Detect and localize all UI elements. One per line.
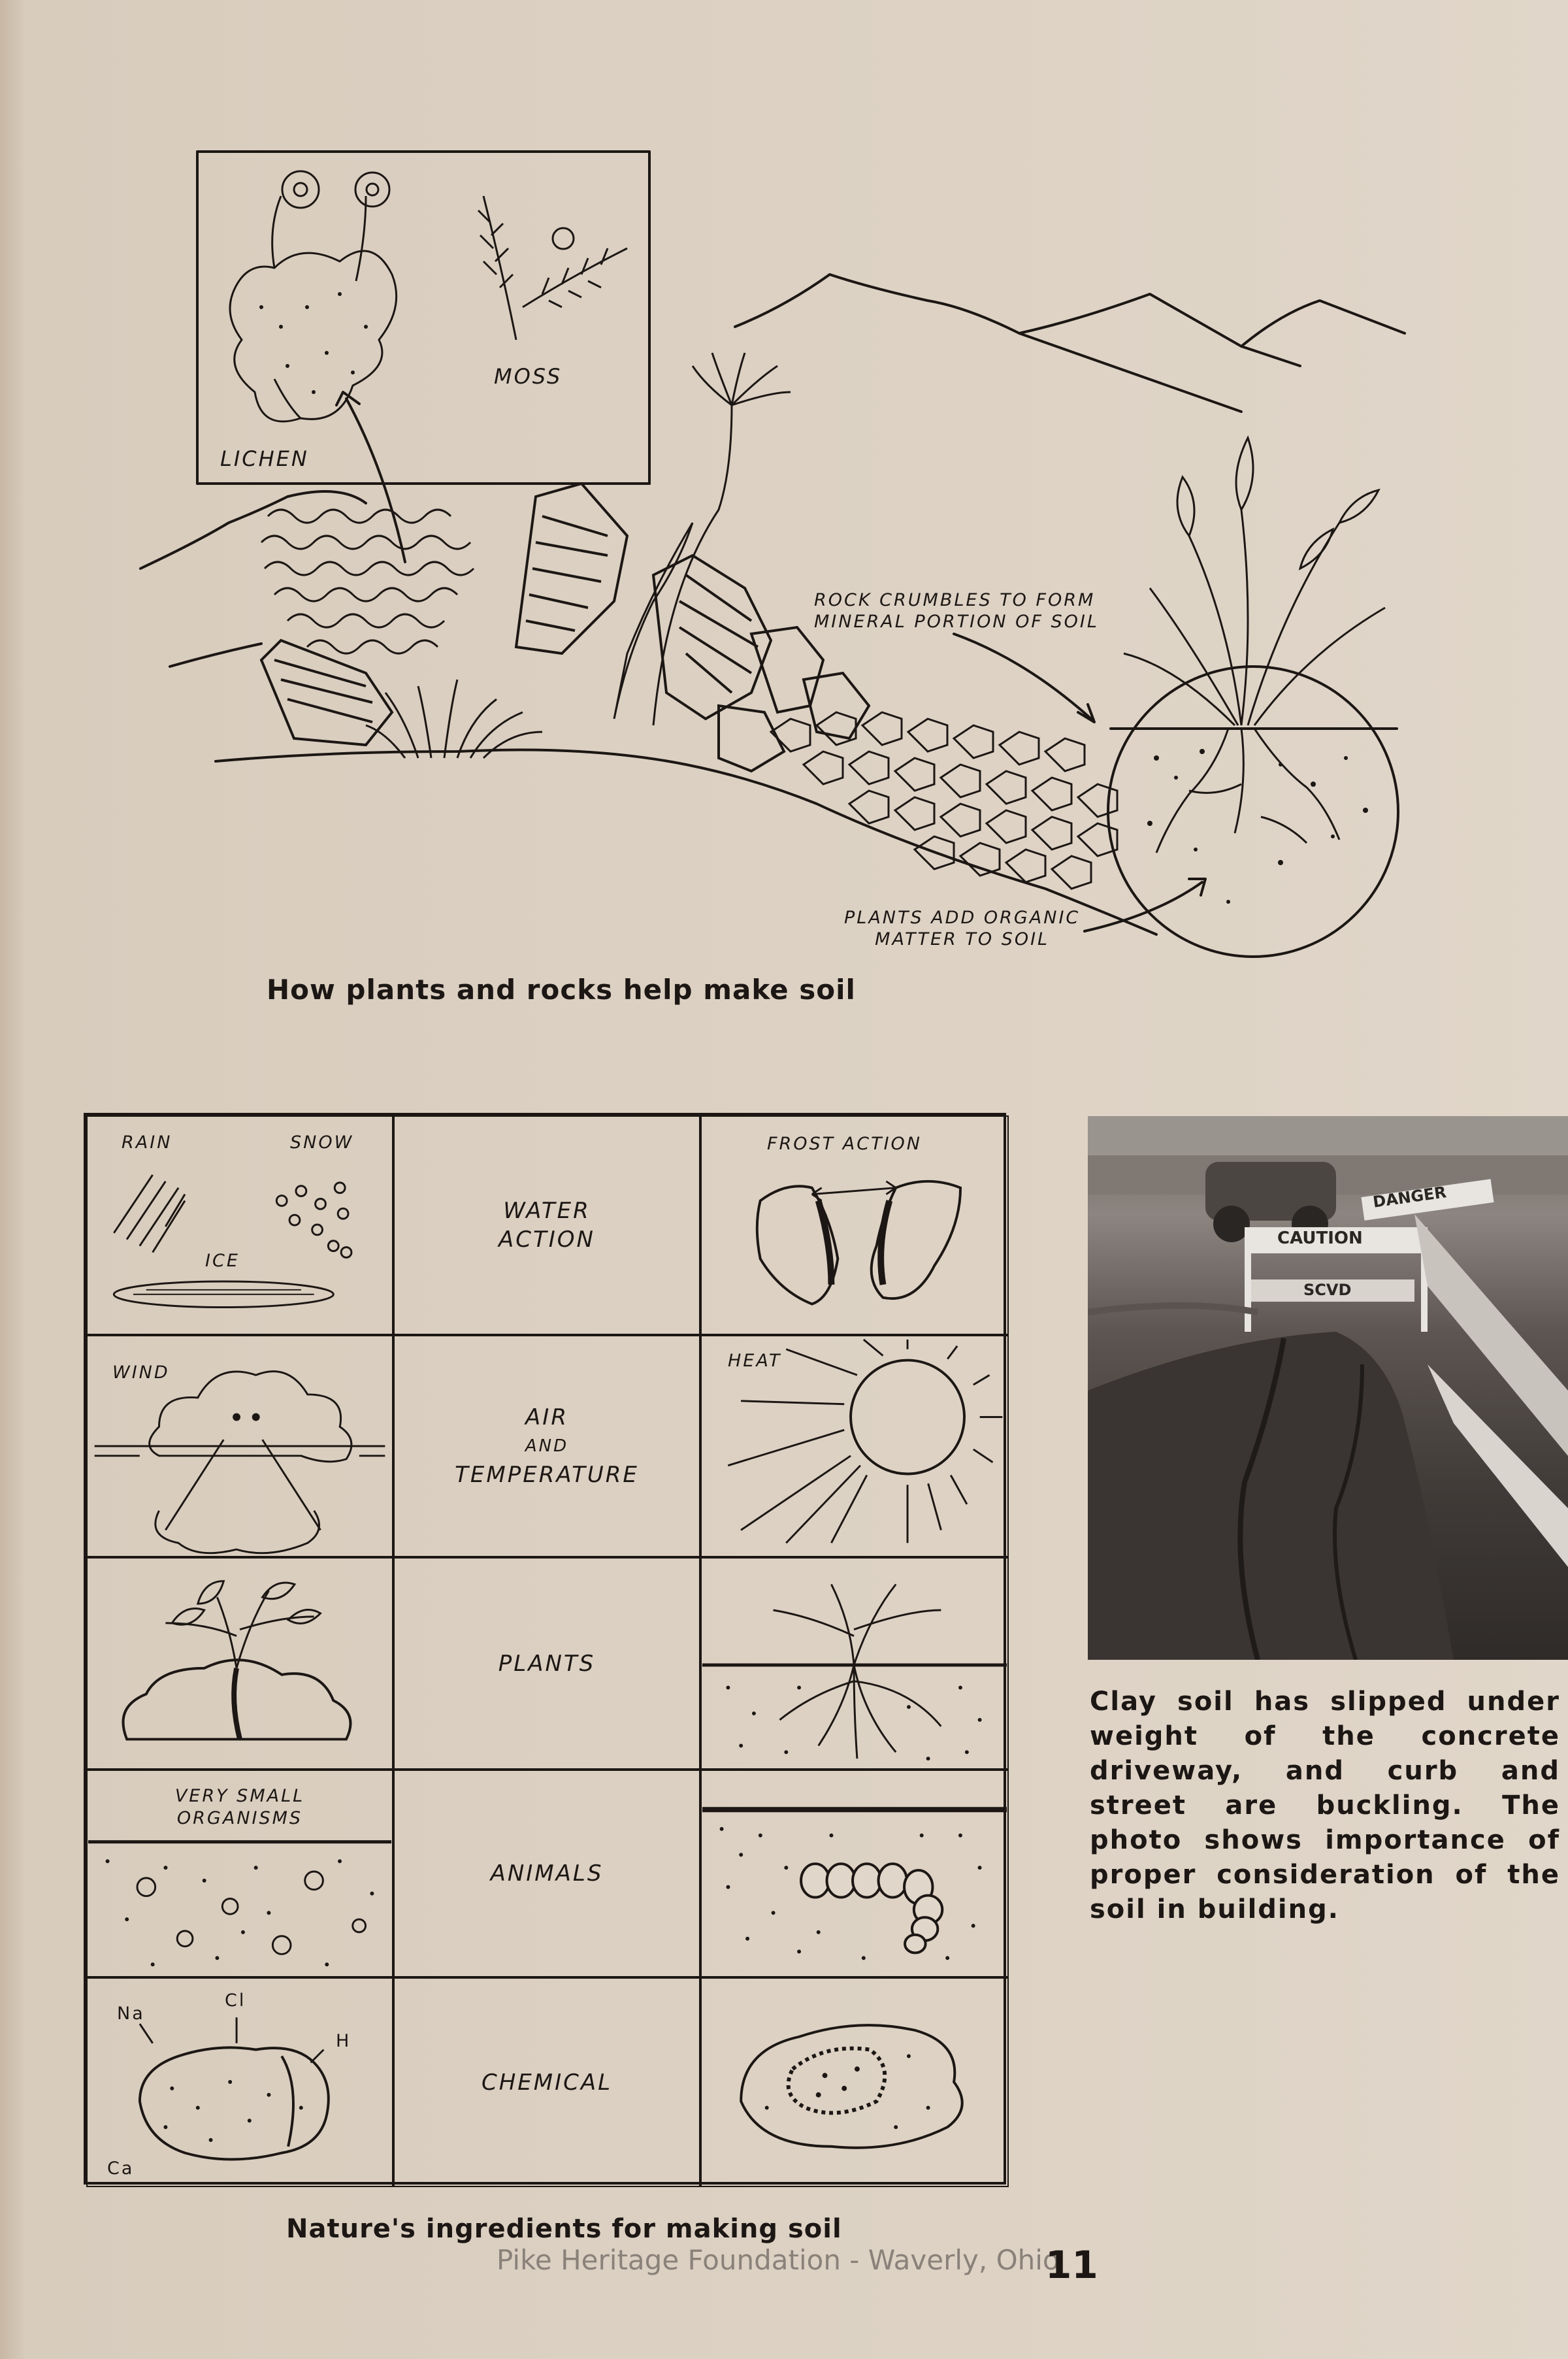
plants-label: PLANTS (498, 1650, 596, 1677)
cell-water-action (393, 1115, 700, 1335)
calcium-tag: Ca (107, 2158, 135, 2179)
frost-action-tag: FROST ACTION (767, 1134, 922, 1154)
rock-crumbles-line1: ROCK CRUMBLES TO FORM (814, 590, 1096, 610)
small-organisms-tag (88, 1785, 392, 1830)
clay-soil-photo-drawing (1088, 1116, 1568, 1660)
soil-ingredients-grid (84, 1113, 1006, 2185)
moss-drawing (478, 196, 627, 340)
rock-crumbles-line2: MINERAL PORTION OF SOIL (814, 612, 1099, 632)
earthworm-drawing (702, 1771, 1007, 1976)
cell-plant-roots (700, 1557, 1009, 1770)
snow-tag: SNOW (290, 1132, 354, 1153)
watermark: Pike Heritage Foundation - Waverly, Ohio (497, 2244, 1060, 2276)
cell-heat (700, 1335, 1009, 1557)
clay-soil-photo (1088, 1116, 1568, 1660)
photo-caption: Clay soil has slipped under weight of the concrete driveway, and curb and street are buckling. The photo shows importance of proper consideration of the soil in building. (1090, 1687, 1560, 1924)
hydrogen-tag: H (336, 2031, 351, 2051)
top-figure-caption: How plants and rocks help make soil (267, 974, 856, 1006)
soil-formation-illustration (0, 0, 1568, 1019)
weathered-rock-drawing (702, 1979, 1007, 2186)
cell-chemical (393, 1977, 700, 2187)
cell-weathered-rock (700, 1977, 1009, 2187)
heat-tag: HEAT (728, 1351, 782, 1371)
grass-tuft (366, 680, 542, 758)
air-line: AIR (525, 1404, 568, 1430)
cell-earthworm (700, 1770, 1009, 1977)
animals-label: ANIMALS (490, 1860, 604, 1887)
crumbled-rock-path (771, 712, 1117, 889)
plants-organic-line1: PLANTS ADD ORGANIC (844, 908, 1081, 928)
lichen-label: LICHEN (220, 446, 309, 471)
scvd-sign-text: SCVD (1303, 1281, 1352, 1299)
rock-crumbles-label (814, 589, 1099, 633)
chlorine-tag: Cl (225, 1990, 246, 2011)
rain-tag: RAIN (122, 1132, 172, 1153)
plants-organic-line2: MATTER TO SOIL (875, 929, 1050, 949)
small-organisms-line1: VERY SMALL (174, 1786, 305, 1806)
water-action-line1: WATER (503, 1198, 591, 1224)
moss-label: MOSS (494, 364, 563, 389)
water-action-line2: ACTION (498, 1227, 595, 1253)
cell-wind (86, 1335, 393, 1557)
caution-sign-text: CAUTION (1277, 1229, 1363, 1248)
cell-frost-action (700, 1115, 1009, 1335)
soil-cross-section (1108, 438, 1398, 957)
lichen-drawing (230, 171, 397, 421)
sodium-tag: Na (117, 2004, 145, 2024)
small-organisms-line2: ORGANISMS (176, 1808, 303, 1828)
plant-splitting-rock-drawing (88, 1559, 392, 1768)
cell-animals (393, 1770, 700, 1977)
page-number: 11 (1045, 2243, 1098, 2287)
plant-roots-drawing (702, 1559, 1007, 1768)
cell-plants (393, 1557, 700, 1770)
plants-organic-label (844, 907, 1080, 950)
danger-sign-text: DANGER (1371, 1183, 1448, 1212)
cell-chemical-elements (86, 1977, 393, 2187)
temperature-line: TEMPERATURE (455, 1462, 639, 1488)
cell-small-organisms (86, 1770, 393, 1977)
ice-tag: ICE (205, 1251, 240, 1271)
cell-rain-snow-ice (86, 1115, 393, 1335)
grid-caption: Nature's ingredients for making soil (286, 2214, 842, 2244)
water-action-label (395, 1196, 699, 1254)
lichen-patch (261, 510, 474, 653)
and-line: AND (525, 1436, 569, 1456)
cell-plants-rock (86, 1557, 393, 1770)
air-temperature-label (395, 1403, 699, 1489)
wind-tag: WIND (112, 1362, 170, 1383)
cell-air-temperature (393, 1335, 700, 1557)
chemical-label: CHEMICAL (481, 2069, 613, 2096)
